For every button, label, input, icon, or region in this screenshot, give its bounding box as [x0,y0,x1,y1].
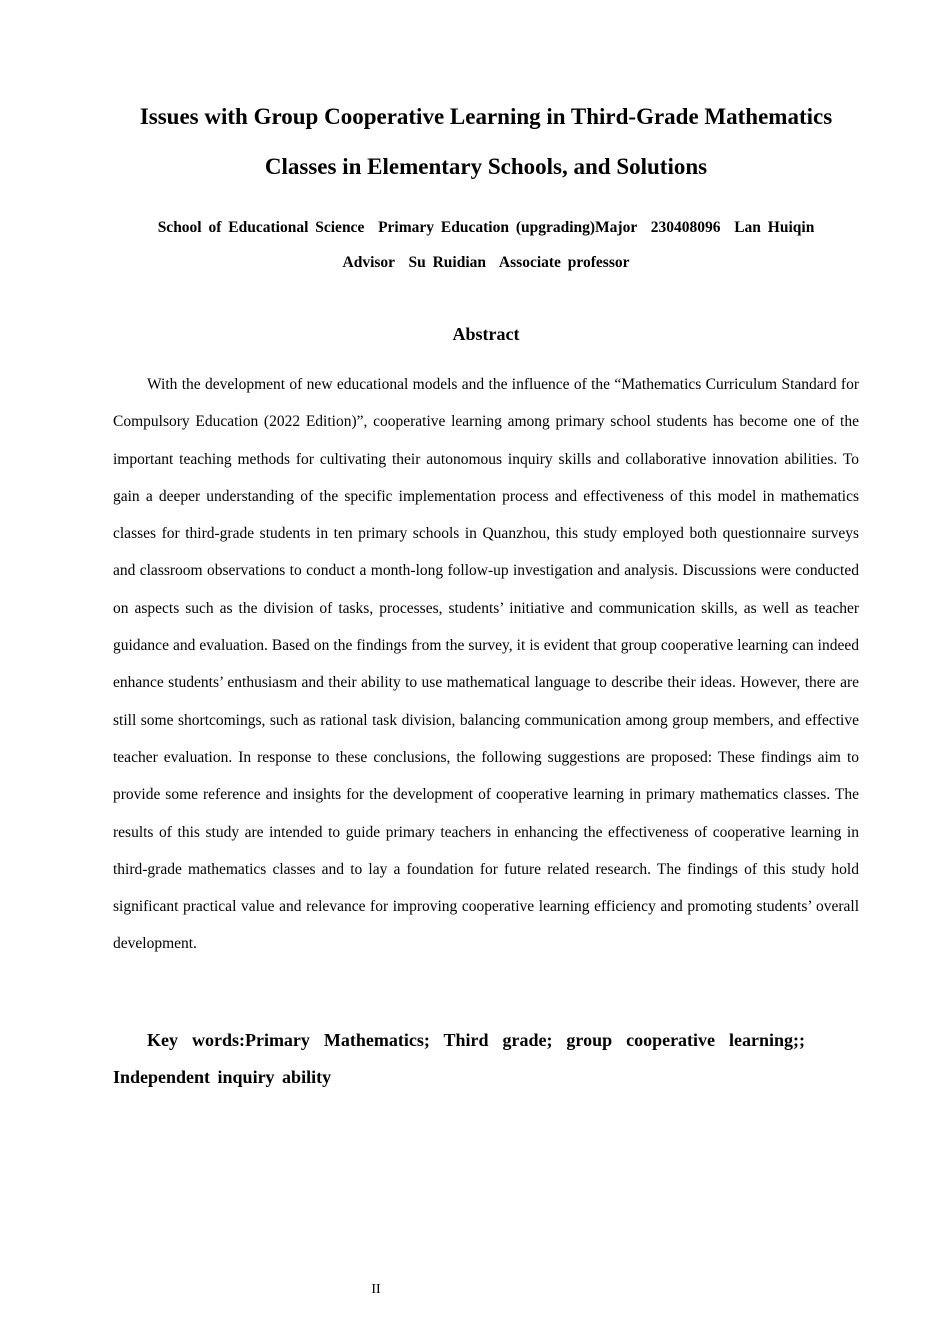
author-affiliation-line: School of Educational Science Primary Education (upgrading)Major 230408096 Lan Huiqin [157,219,815,236]
abstract-heading: Abstract [452,324,520,344]
paper-title-line-1: Issues with Group Cooperative Learning in Third-Grade Mathematics [139,104,833,129]
page-number: II [371,1282,381,1297]
paper-title-line-2: Classes in Elementary Schools, and Solutions [264,154,708,179]
abstract-paragraph: With the development of new educational models and the influence of the “Mathematics Curriculum Standard for Compulsory Education (2022 Edition)”, cooperative learning among primary school students has become one of the important teaching methods for cultivating their autonomous inquiry skills and collaborative innovation abilities. To gain a deeper understanding of the specific implementation process and effectiveness of this model in mathematics classes for third-grade students in ten primary schools in Quanzhou, this study employed both questionnaire surveys and classroom observations to conduct a month-long follow-up investigation and analysis. Discussions were conducted on aspects such as the division of tasks, processes, students’ initiative and communication skills, as well as teacher guidance and evaluation. Based on the findings from the survey, it is evident that group cooperative learning can indeed enhance students’ enthusiasm and their ability to use mathematical language to describe their ideas. However, there are still some shortcomings, such as rational task division, balancing communication among group members, and effective teacher evaluation. In response to these conclusions, the following suggestions are proposed: These findings aim to provide some reference and insights for the development of cooperative learning in primary mathematics classes. The results of this study are intended to guide primary teachers in enhancing the effectiveness of cooperative learning in third-grade mathematics classes and to lay a foundation for future related research. The findings of this study hold significant practical value and relevance for improving cooperative learning efficiency and promoting students’ overall development. [113,376,859,953]
keywords-paragraph: Key words:Primary Mathematics; Third grade; group cooperative learning;; Independent inquiry ability [113,1030,805,1087]
paper-title [113,92,859,192]
advisor-line: Advisor Su Ruidian Associate professor [342,254,630,271]
author-byline [113,210,859,280]
